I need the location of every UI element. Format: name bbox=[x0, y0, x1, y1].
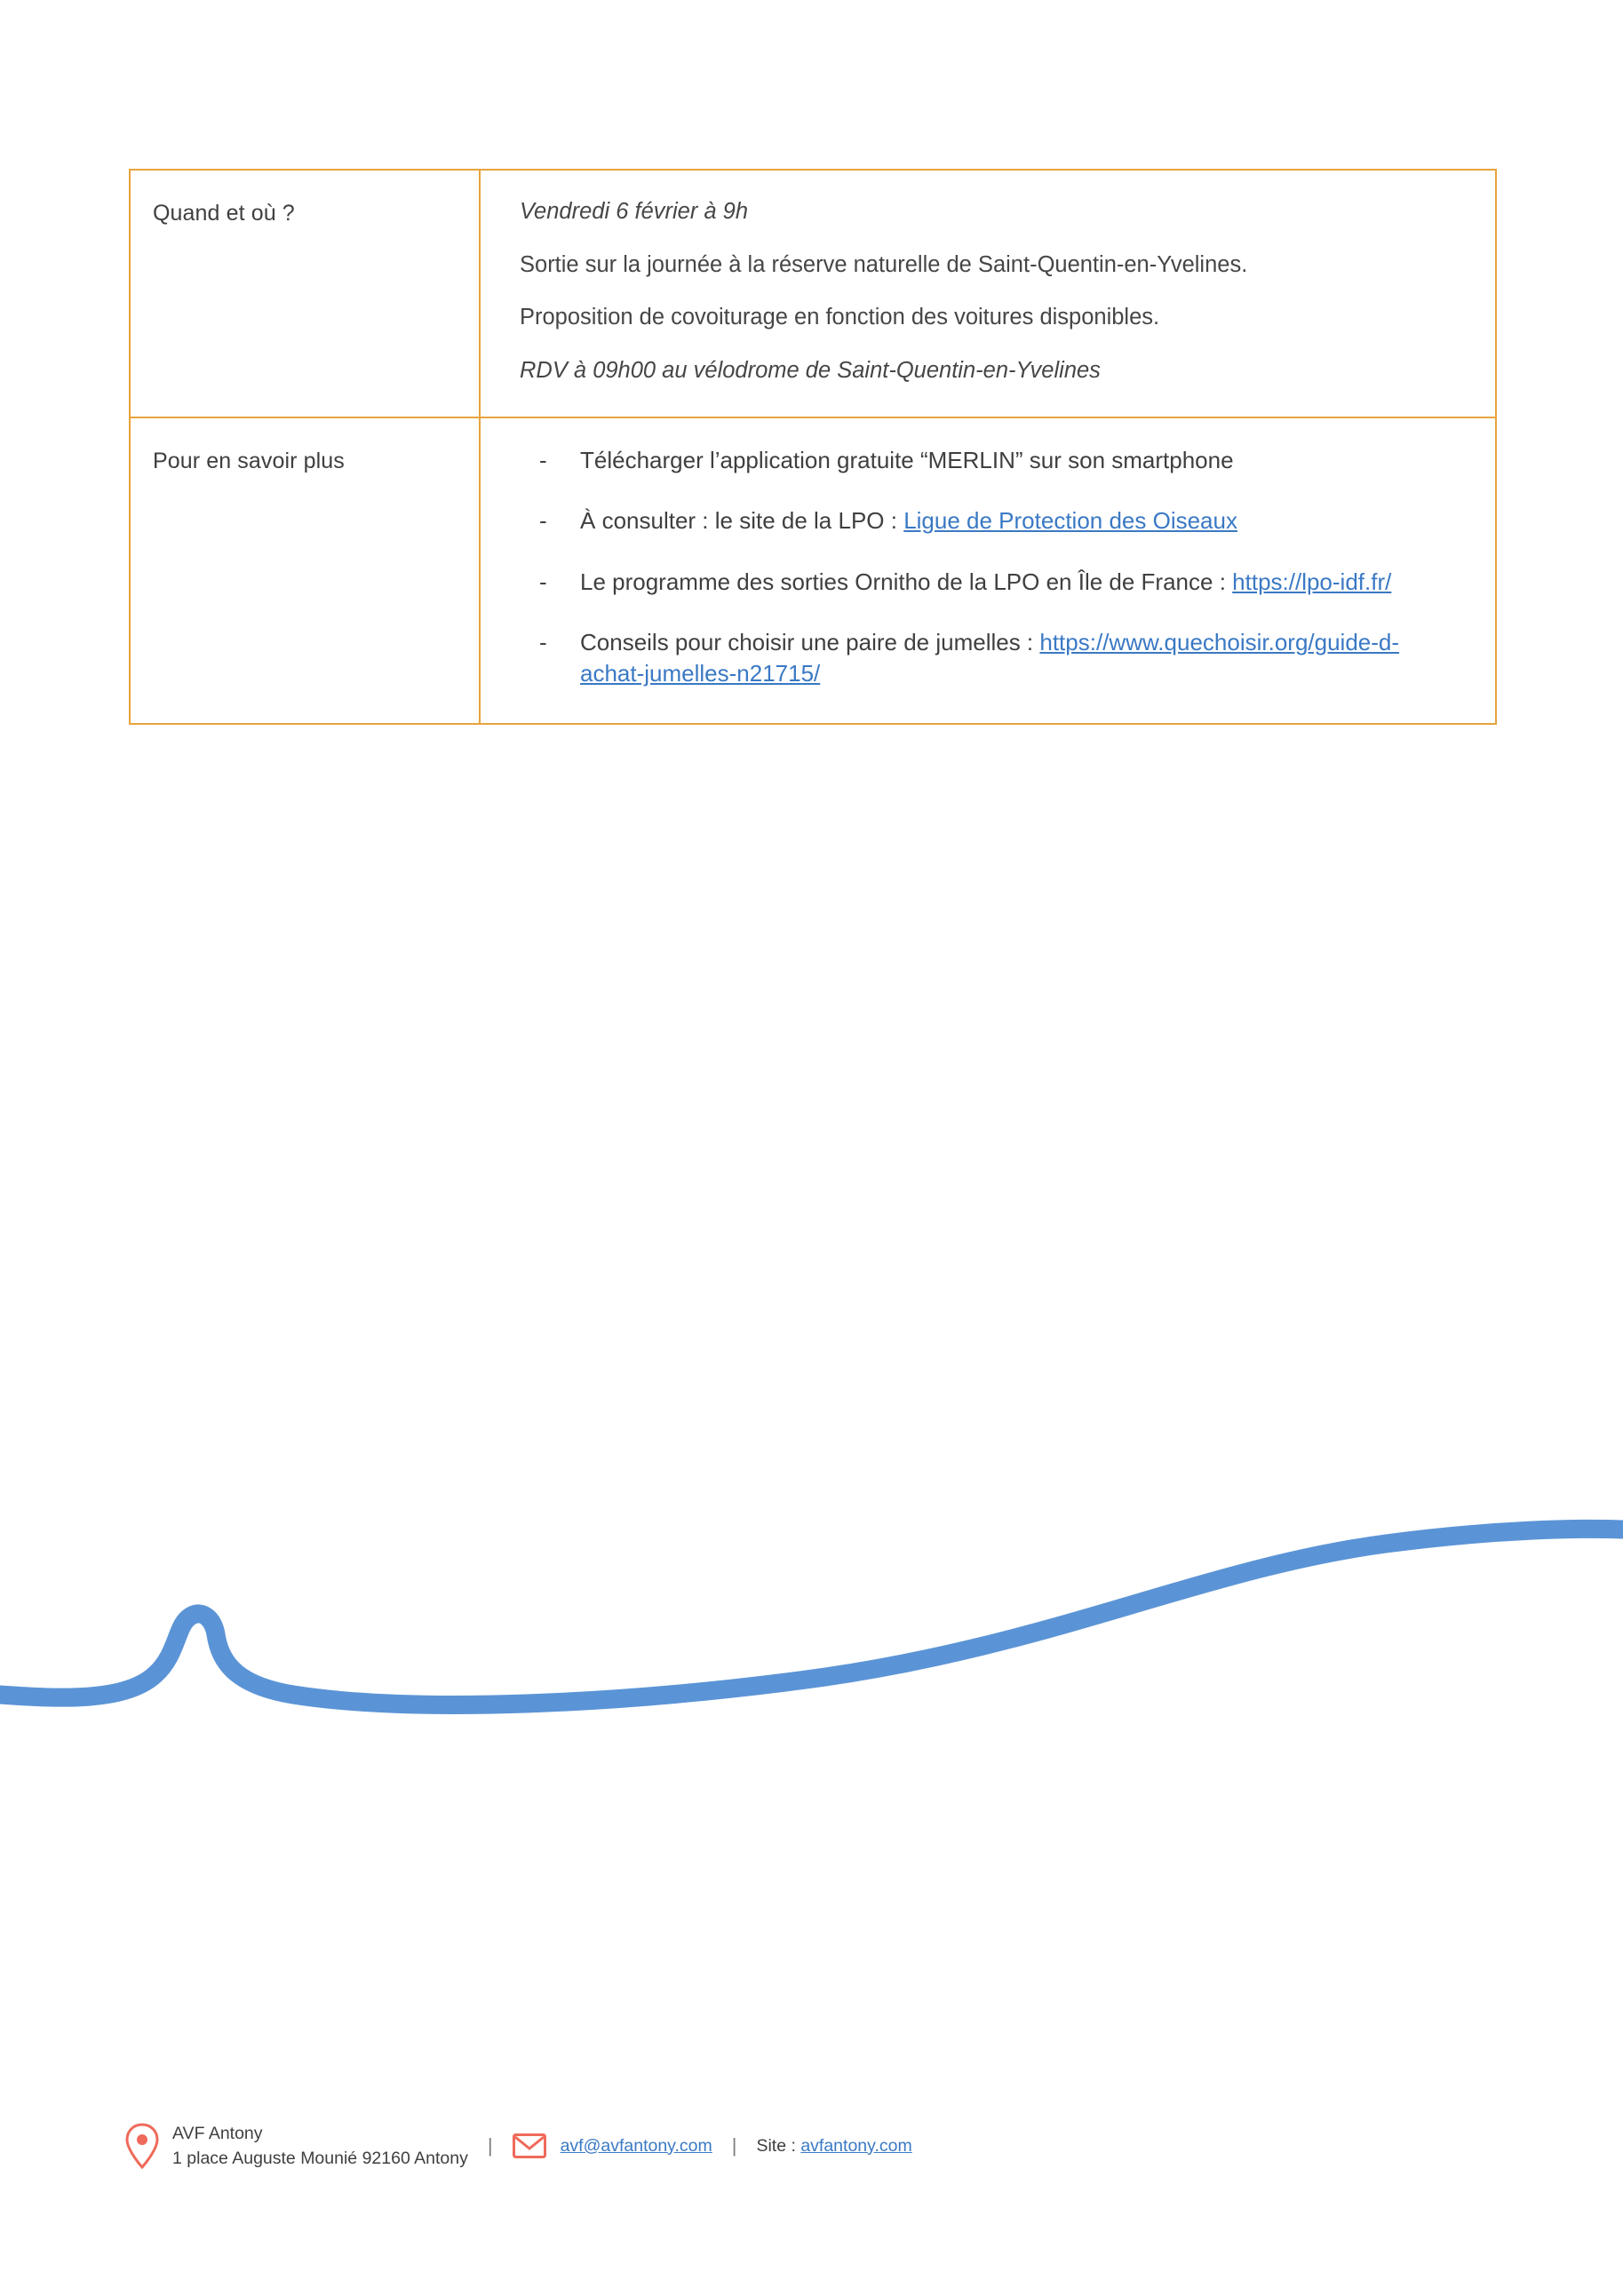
event-description: Sortie sur la journée à la réserve naturelle de Saint-Quentin-en-Yvelines. bbox=[520, 251, 1248, 277]
footer bbox=[124, 2121, 1492, 2172]
table-cell-content bbox=[480, 417, 1496, 724]
footer-site-label: Site : bbox=[756, 2135, 796, 2156]
table-row bbox=[130, 170, 1496, 417]
lpo-idf-link[interactable]: https://lpo-idf.fr/ bbox=[1232, 568, 1392, 595]
footer-address-block bbox=[172, 2121, 468, 2172]
footer-separator: | bbox=[731, 2134, 737, 2157]
footer-separator: | bbox=[487, 2134, 493, 2157]
table-cell-content bbox=[480, 170, 1496, 417]
mail-icon bbox=[513, 2133, 546, 2158]
list-item bbox=[520, 505, 1442, 536]
table-cell-label bbox=[130, 417, 480, 724]
table-row bbox=[130, 417, 1496, 724]
jumelles-guide-link[interactable]: https://www.quechoisir.org/guide-d-achat-jumelles-n21715/ bbox=[580, 629, 1400, 687]
footer-org-name: AVF Antony bbox=[172, 2124, 263, 2143]
carpool-note: Proposition de covoiturage en fonction des voitures disponibles. bbox=[520, 305, 1160, 330]
list-item bbox=[520, 445, 1442, 476]
row-label-more-info: Pour en savoir plus bbox=[153, 448, 345, 473]
row-label-when-where: Quand et où ? bbox=[153, 201, 295, 226]
decorative-wave bbox=[0, 1492, 1623, 1794]
list-item-text: Conseils pour choisir une paire de jumelles : bbox=[580, 629, 1040, 656]
info-table bbox=[129, 169, 1497, 725]
footer-email-link[interactable]: avf@avfantony.com bbox=[560, 2135, 712, 2156]
event-date: Vendredi 6 février à 9h bbox=[520, 199, 749, 224]
list-item bbox=[520, 567, 1442, 598]
table-cell-label bbox=[130, 170, 480, 417]
list-item-text: À consulter : le site de la LPO : bbox=[580, 507, 904, 535]
when-where-content bbox=[481, 171, 1495, 417]
meeting-point: RDV à 09h00 au vélodrome de Saint-Quentin-en-Yvelines bbox=[520, 357, 1101, 383]
footer-site-link[interactable]: avfantony.com bbox=[800, 2135, 912, 2156]
bullet-dash: - bbox=[539, 629, 547, 656]
more-info-content bbox=[481, 418, 1495, 723]
lpo-link[interactable]: Ligue de Protection des Oiseaux bbox=[903, 507, 1237, 535]
bullet-dash: - bbox=[539, 446, 547, 473]
bullet-dash: - bbox=[539, 568, 547, 595]
info-list bbox=[520, 445, 1442, 689]
footer-address: 1 place Auguste Mounié 92160 Antony bbox=[172, 2149, 468, 2169]
list-item-text: Télécharger l’application gratuite “MERLIN” sur son smartphone bbox=[580, 446, 1234, 473]
list-item-text: Le programme des sorties Ornitho de la LPO en Île de France : bbox=[580, 568, 1233, 595]
bullet-dash: - bbox=[539, 507, 547, 535]
list-item bbox=[520, 627, 1442, 688]
location-pin-icon bbox=[124, 2123, 160, 2169]
